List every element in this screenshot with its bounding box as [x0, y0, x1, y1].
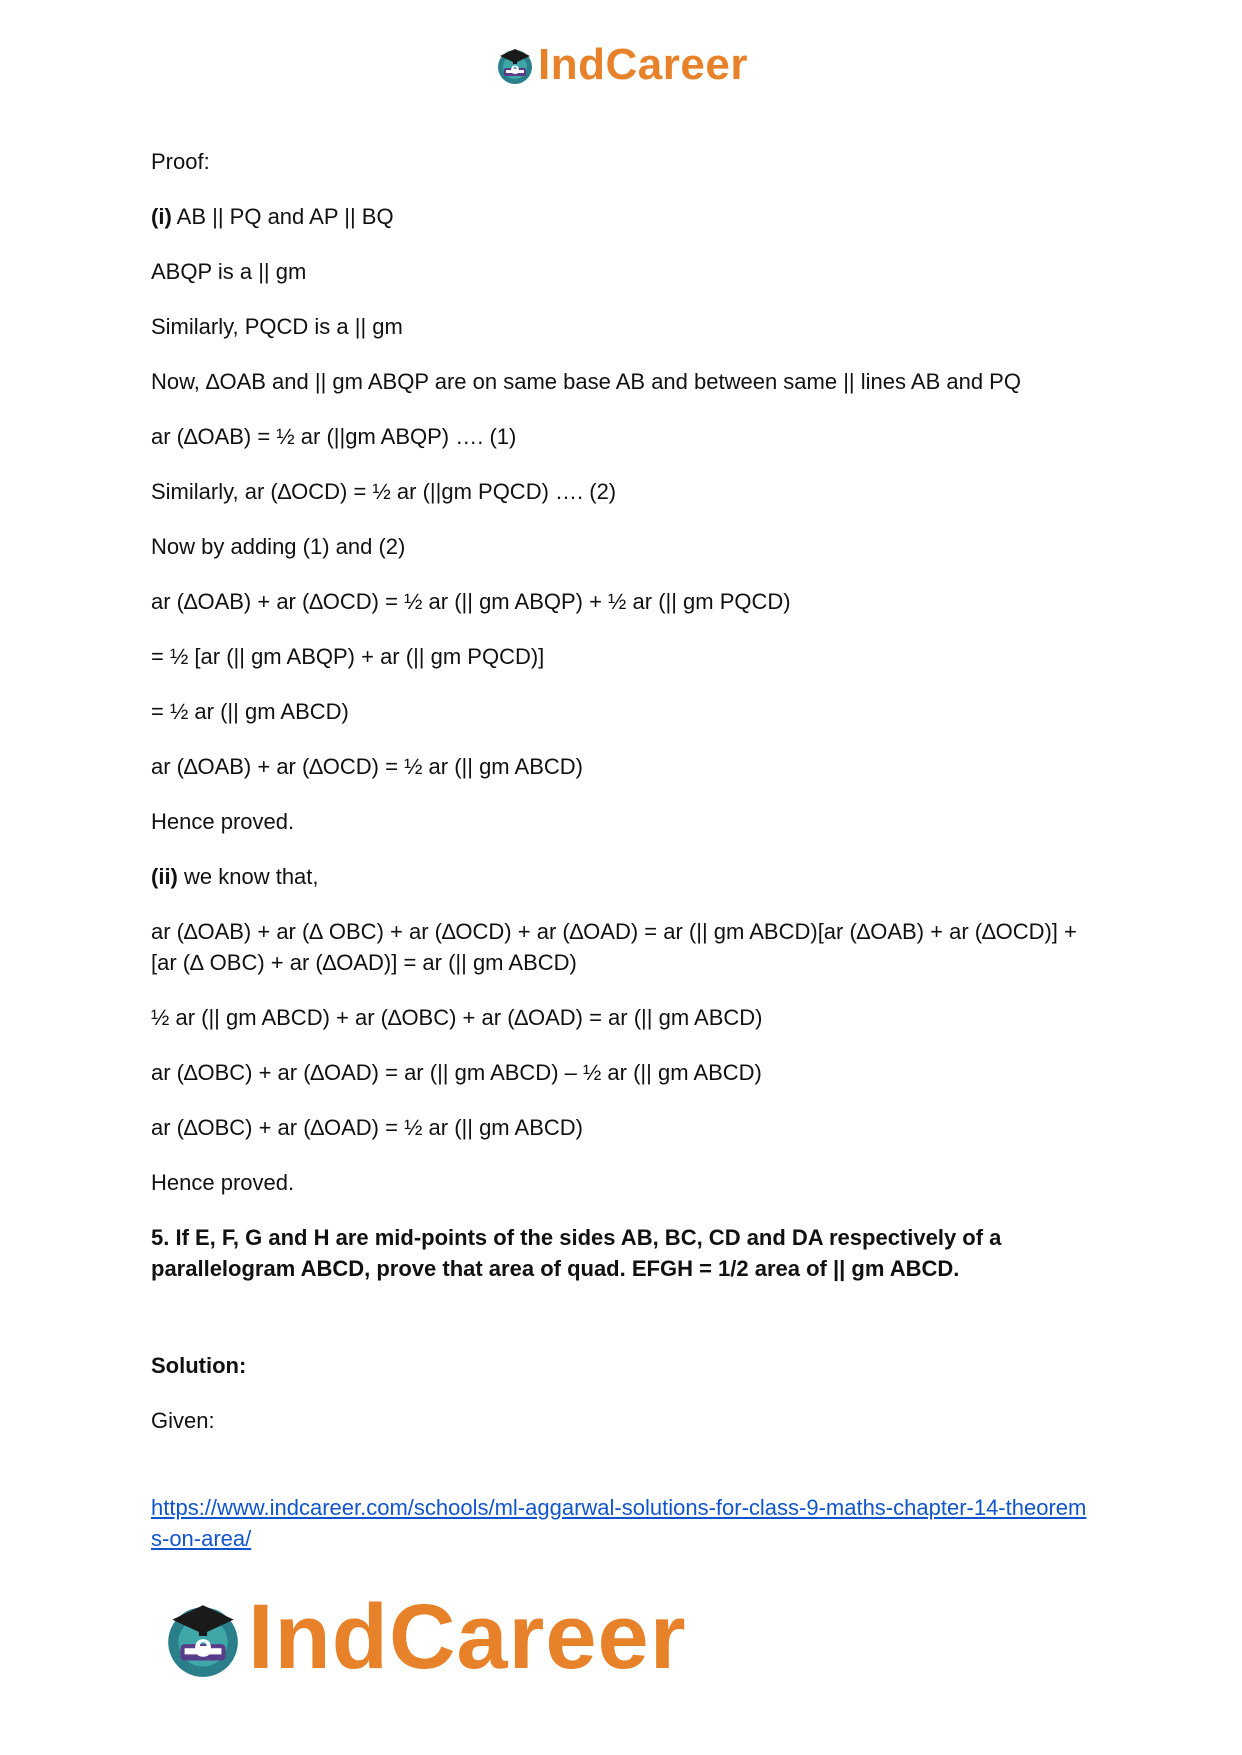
part-ii-label: (ii) — [151, 864, 178, 889]
equation-2: Similarly, ar (∆OCD) = ½ ar (||gm PQCD) …. (2) — [151, 479, 617, 504]
logo-wordmark: IndCareer — [538, 40, 748, 89]
part-i-statement — [151, 201, 1091, 232]
part-i-label: (i) — [151, 204, 172, 229]
proof-label: Proof: — [151, 149, 210, 174]
equation-1: ar (∆OAB) = ½ ar (||gm ABQP) …. (1) — [151, 424, 517, 449]
source-link[interactable]: https://www.indcareer.com/schools/ml-aggarwal-solutions-for-class-9-maths-chapter-14-theorems-on-area/ — [151, 1495, 1087, 1551]
line-sub: ½ ar (|| gm ABCD) + ar (∆OBC) + ar (∆OAD) = ar (|| gm ABCD) — [151, 1005, 763, 1030]
part-ii-statement — [151, 861, 1091, 892]
source-link-block — [151, 1492, 1091, 1554]
hence-proved-1: Hence proved. — [151, 809, 295, 834]
line-abqp: ABQP is a || gm — [151, 259, 307, 284]
part-ii-text: we know that, — [177, 864, 319, 889]
line-minus: ar (∆OBC) + ar (∆OAD) = ar (|| gm ABCD) – ½ ar (|| gm ABCD) — [151, 1060, 762, 1085]
footer-logo — [160, 1585, 687, 1690]
logo-wordmark-large: IndCareer — [248, 1586, 687, 1688]
line-adding: Now by adding (1) and (2) — [151, 534, 406, 559]
header-logo — [0, 40, 1242, 90]
solution-label: Solution: — [151, 1353, 247, 1378]
svg-text:e: e — [193, 1625, 213, 1663]
graduation-cap-book-icon — [160, 1595, 246, 1681]
line-total: ar (∆OAB) + ar (∆ OBC) + ar (∆OCD) + ar (∆OAD) = ar (|| gm ABCD)[ar (∆OAB) + ar (∆OCD)] + [ar (∆ OBC) + ar (∆OAD)] = ar (|| gm ABCD) — [151, 919, 1077, 975]
result-ii: ar (∆OBC) + ar (∆OAD) = ½ ar (|| gm ABCD) — [151, 1115, 583, 1140]
brand-logo-large — [160, 1585, 687, 1690]
line-now-oab: Now, ∆OAB and || gm ABQP are on same base AB and between same || lines AB and PQ — [151, 369, 1021, 394]
result-i: ar (∆OAB) + ar (∆OCD) = ½ ar (|| gm ABCD) — [151, 754, 583, 779]
line-pqcd: Similarly, PQCD is a || gm — [151, 314, 403, 339]
line-half-abcd: = ½ ar (|| gm ABCD) — [151, 699, 349, 724]
part-i-text: AB || PQ and AP || BQ — [171, 204, 394, 229]
brand-logo — [494, 40, 748, 90]
line-sum: ar (∆OAB) + ar (∆OCD) = ½ ar (|| gm ABQP) + ½ ar (|| gm PQCD) — [151, 589, 791, 614]
question-5: 5. If E, F, G and H are mid-points of the sides AB, BC, CD and DA respectively of a parallelogram ABCD, prove that area of quad. EFGH = 1/2 area of || gm ABCD. — [151, 1225, 1002, 1281]
document-body — [151, 146, 1091, 1578]
line-half-sum: = ½ [ar (|| gm ABQP) + ar (|| gm PQCD)] — [151, 644, 545, 669]
graduation-cap-book-icon — [494, 44, 536, 86]
hence-proved-2: Hence proved. — [151, 1170, 295, 1195]
svg-text:e: e — [510, 61, 520, 78]
given-label: Given: — [151, 1408, 215, 1433]
